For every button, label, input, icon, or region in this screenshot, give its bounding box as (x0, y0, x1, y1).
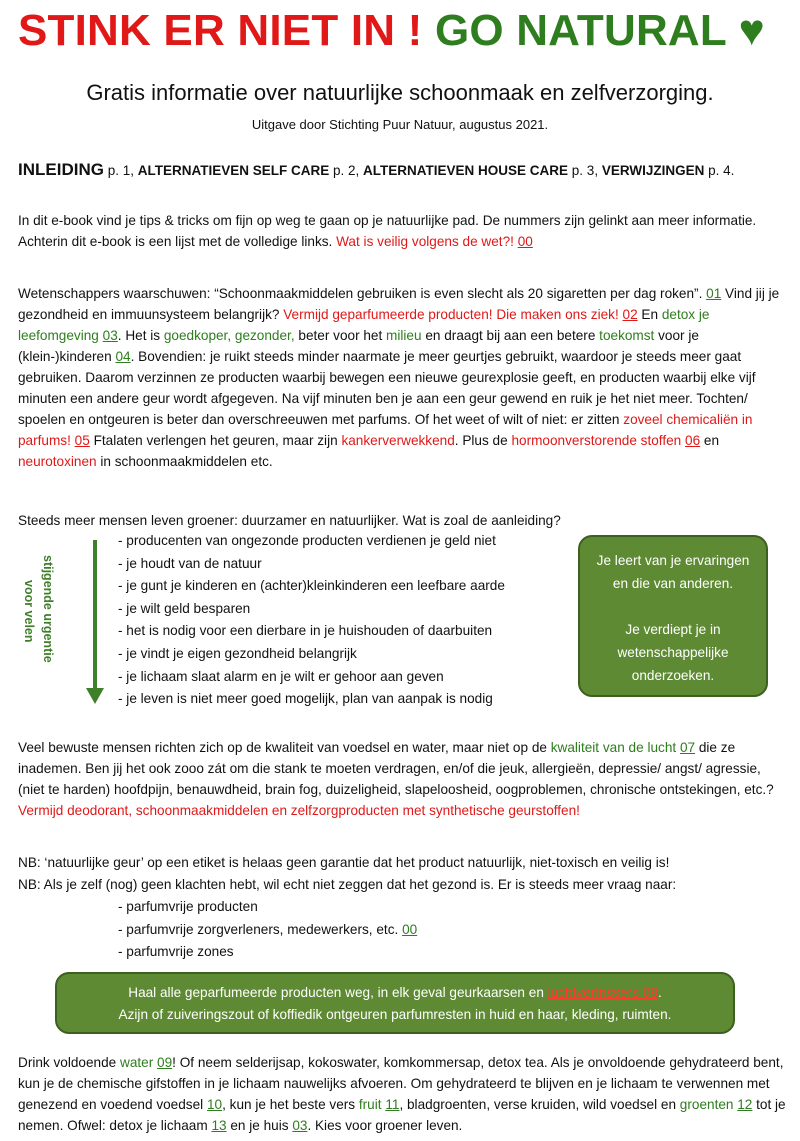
list-item: - parfumvrije producten (118, 899, 258, 914)
heart-icon: ♥ (738, 6, 765, 55)
ref-link-00[interactable]: 00 (517, 234, 533, 249)
toc-verwijzingen[interactable]: VERWIJZINGEN (601, 163, 705, 178)
arrow-label-many: voor velen (22, 580, 36, 643)
ref-link-13[interactable]: 13 (211, 1118, 227, 1133)
ref-link-12[interactable]: 12 (737, 1097, 753, 1112)
urgency-arrow-shaft (93, 540, 97, 690)
toc-self-care[interactable]: ALTERNATIEVEN SELF CARE (137, 163, 330, 178)
ref-link-03b[interactable]: 03 (292, 1118, 308, 1133)
list-item: - je vindt je eigen gezondheid belangrijk (118, 645, 357, 661)
list-item: - je wilt geld besparen (118, 600, 251, 616)
list-item: - producenten van ongezonde producten verdienen je geld niet (118, 533, 496, 548)
intro-paragraph: In dit e-book vind je tips & tricks om fijn op weg te gaan op je natuurlijke pad. De nummers zijn gelinkt aan meer informatie. Achterin dit e-book is een lijst met de volledige links. Wat is veilig volgens de wet?! 00 (18, 213, 757, 249)
water-paragraph: Drink voldoende water 09! Of neem selderijsap, kokoswater, komkommersap, detox tea. Als je onvoldoende gehydrateerd bent, kun je de chemische gifstoffen in je lichaam nauwelijks afvoeren. Om gehydrateerd te blijven en je lichaam te verwennen met genezend en voedend voedsel 10, kun je het beste vers fruit 11, bladgroenten, verse kruiden, wild voedsel en groenten 12 tot je nemen. Ofwel: detox je lichaam 13 en je huis 03. Kies voor groener leven. (18, 1055, 786, 1133)
ref-link-10[interactable]: 10 (206, 1097, 223, 1112)
ref-link-03[interactable]: 03 (102, 328, 118, 343)
list-item: - je lichaam slaat alarm en je wilt er gehoor aan geven (118, 668, 444, 684)
ref-link-05[interactable]: 05 (74, 433, 90, 448)
list-item: - parfumvrije zorgverleners, medewerkers, etc. 00 (118, 921, 418, 937)
table-of-contents: INLEIDING p. 1, ALTERNATIEVEN SELF CARE p. 2, ALTERNATIEVEN HOUSE CARE p. 3, VERWIJZINGEN p. 4. (18, 160, 735, 179)
air-quality-paragraph: Veel bewuste mensen richten zich op de kwaliteit van voedsel en water, maar niet op de kwaliteit van de lucht 07 die ze inademen. Ben jij het ook zooo zát om die stank te moeten verdragen, en/of die jeuk, allergieën, depressie/ angst/ agressie, (niet te harden) hoofdpijn, benauwdheid, brain fog, duizeligheid, slapeloosheid, oogproblemen, chronische ontstekingen, etc.? Vermijd deodorant, schoonmaakmiddelen en zelfzorgproducten met synthetische geurstoffen! (18, 740, 774, 818)
list-item: - je gunt je kinderen en (achter)kleinkinderen een leefbare aarde (118, 578, 505, 594)
note-1: NB: ‘natuurlijke geur’ op een etiket is helaas geen garantie dat het product natuurlijk, niet-toxisch en veilig is! (18, 855, 670, 870)
arrow-label-urgency: stijgende urgentie (41, 555, 55, 663)
toc-inleiding[interactable]: INLEIDING (18, 160, 104, 179)
reasons-list (118, 530, 505, 711)
publisher-line: Uitgave door Stichting Puur Natuur, augustus 2021. (251, 117, 549, 132)
ref-link-00b[interactable]: 00 (402, 921, 418, 937)
ref-link-09[interactable]: 09 (157, 1055, 173, 1070)
reasons-intro: Steeds meer mensen leven groener: duurzamer en natuurlijker. Wat is zoal de aanleiding? (18, 513, 561, 528)
ref-link-07[interactable]: 07 (679, 740, 696, 755)
ref-link-01[interactable]: 01 (706, 286, 722, 301)
list-item: - je houdt van de natuur (118, 555, 262, 571)
list-item: - het is nodig voor een dierbare in je huishouden of daarbuiten (118, 623, 493, 639)
title-red: STINK ER NIET IN ! (18, 6, 423, 55)
ref-link-06[interactable]: 06 (685, 433, 701, 448)
demand-list (118, 896, 417, 964)
list-item: - je leven is niet meer goed mogelijk, plan van aanpak is nodig (118, 691, 493, 707)
note-2: NB: Als je zelf (nog) geen klachten hebt, wil echt niet zeggen dat het gezond is. Er is steeds meer vraag naar: (18, 877, 677, 892)
ref-link-11[interactable]: 11 (385, 1097, 400, 1112)
ref-link-04[interactable]: 04 (115, 349, 131, 364)
page-title (18, 6, 765, 56)
science-paragraph: Wetenschappers waarschuwen: “Schoonmaakmiddelen gebruiken is even slecht als 20 sigaretten per dag roken”. 01 Vind jij je gezondheid en immuunsysteem belangrijk? Vermijd geparfumeerde producten! Die maken ons ziek! 02 En detox je leefomgeving 03. Het is goedkoper, gezonder, beter voor het milieu en draagt bij aan een betere toekomst voor je (klein-)kinderen 04. Bovendien: je ruikt steeds minder naarmate je meer geurtjes gebruikt, waardoor je steeds meer gaat gebruiken. Daarom verzinnen ze producten waarbij bewegen een nieuwe geurexplosie geeft, en producten waarbij elke vijf minuten een andere geur wordt afgegeven. Na vijf minuten ben je aan een geur gewend en ruik je het niet meer. Tochten/ spoelen en ontgeuren is beter dan overschreeuwen met parfums. Of het weet of wilt of niet: er zitten zoveel chemicaliën in parfums! 05 Ftalaten verlengen het geuren, maar zijn kankerverwekkend. Plus de hormoonverstorende stoffen 06 en neurotoxinen in schoonmaakmiddelen etc. (18, 286, 780, 469)
learning-callout: Je leert van je ervaringen en die van anderen. Je verdiept je in wetenschappelijke onderzoeken. (578, 535, 768, 697)
list-item: - parfumvrije zones (118, 944, 234, 960)
ref-link-08[interactable]: luchtverfrissers 08 (547, 985, 658, 1000)
ref-link-02[interactable]: 02 (622, 307, 638, 322)
arrow-down-icon (86, 688, 104, 704)
title-green: GO NATURAL (434, 6, 727, 55)
tip-banner: Haal alle geparfumeerde producten weg, in elk geval geurkaarsen en luchtverfrissers 08. Azijn of zuiveringszout of koffiedik ontgeuren parfumresten in huid en haar, kleding, ruimten. (55, 972, 735, 1034)
subtitle: Gratis informatie over natuurlijke schoonmaak en zelfverzorging. (86, 80, 714, 105)
toc-house-care[interactable]: ALTERNATIEVEN HOUSE CARE (363, 163, 569, 178)
